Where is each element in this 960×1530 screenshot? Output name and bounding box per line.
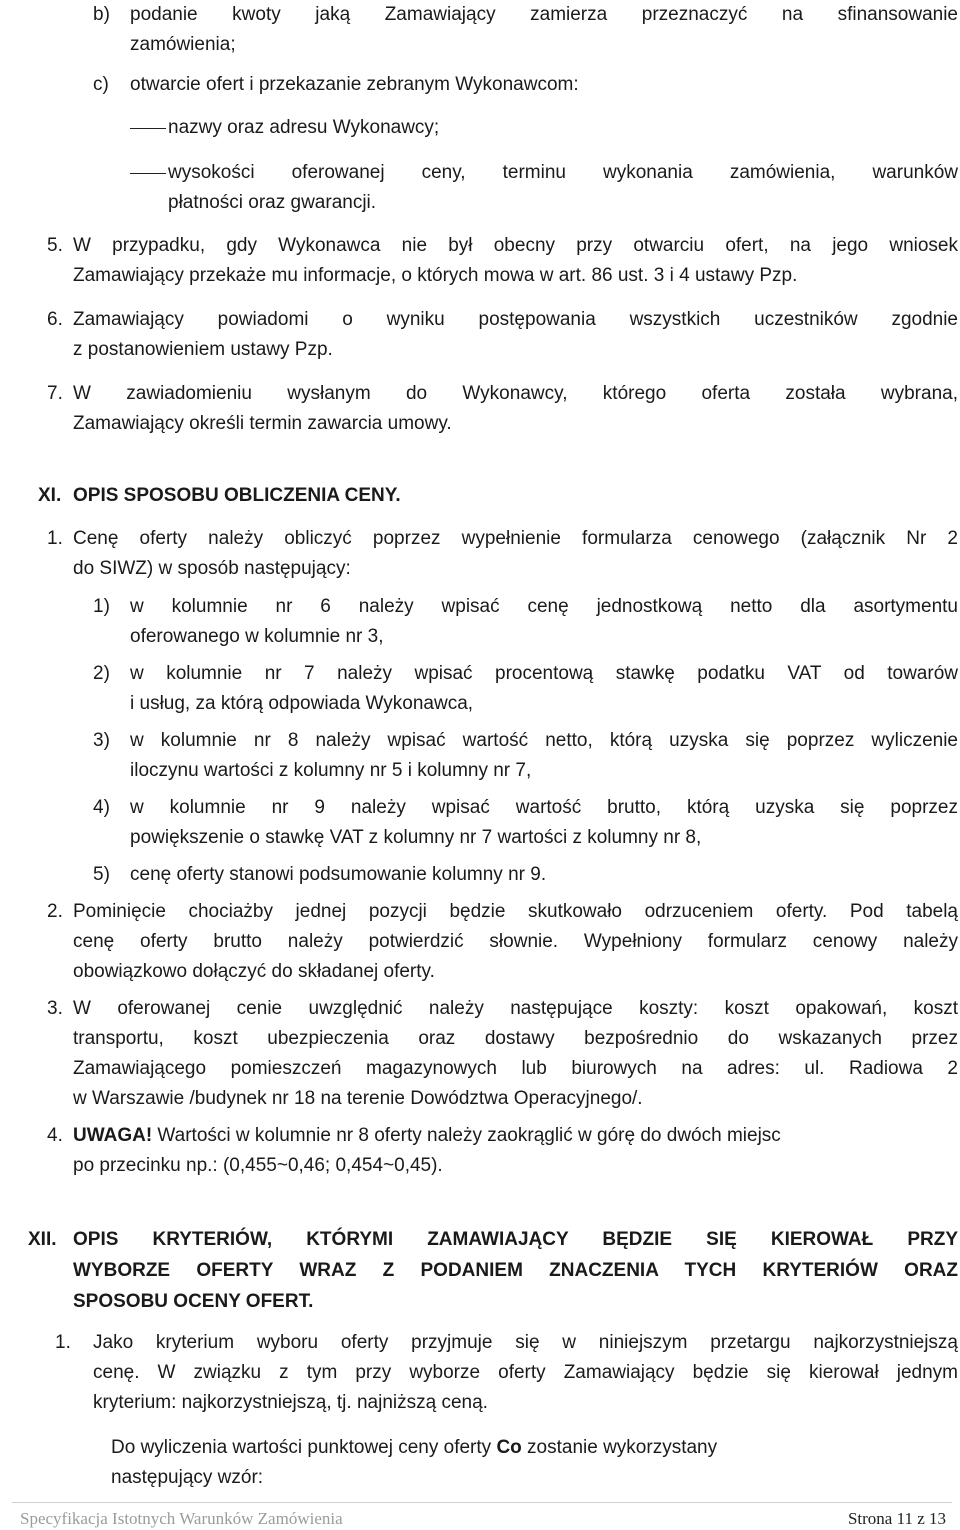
sub-3-line-2: iloczynu wartości z kolumny nr 5 i kolumny nr 7, bbox=[130, 760, 532, 781]
section-xii-title-line-3: SPOSOBU OCENY OFERT. bbox=[73, 1291, 314, 1312]
sub-1-line-2: oferowanego w kolumnie nr 3, bbox=[130, 626, 384, 647]
sub-2-line-1: w kolumnie nr 7 należy wpisać procentową stawkę podatku VAT od towarów bbox=[130, 663, 958, 684]
point-5-number: 5. bbox=[47, 235, 63, 256]
dash-item-1: nazwy oraz adresu Wykonawcy; bbox=[168, 117, 440, 138]
dash-item-2-line-1: wysokości oferowanej ceny, terminu wykonania zamówienia, warunków bbox=[168, 162, 958, 183]
point-7-line-1: W zawiadomieniu wysłanym do Wykonawcy, którego oferta została wybrana, bbox=[73, 383, 958, 404]
point-7-line-2: Zamawiający określi termin zawarcia umowy. bbox=[73, 413, 452, 434]
dash-bullet bbox=[130, 128, 166, 129]
section-xi-title: OPIS SPOSOBU OBLICZENIA CENY. bbox=[73, 485, 401, 506]
sub-2-number: 2) bbox=[93, 663, 110, 684]
sub-4-number: 4) bbox=[93, 797, 110, 818]
item-b-line-1: podanie kwoty jaką Zamawiający zamierza przeznaczyć na sfinansowanie bbox=[130, 4, 958, 25]
xi-point-4-line-2: po przecinku np.: (0,455~0,46; 0,454~0,45). bbox=[73, 1155, 443, 1176]
xi-point-1-number: 1. bbox=[47, 528, 63, 549]
point-6-number: 6. bbox=[47, 309, 63, 330]
xi-point-2-number: 2. bbox=[47, 901, 63, 922]
point-5-line-2: Zamawiający przekaże mu informacje, o których mowa w art. 86 ust. 3 i 4 ustawy Pzp. bbox=[73, 265, 798, 286]
section-xii-title-line-2: WYBORZE OFERTY WRAZ Z PODANIEM ZNACZENIA TYCH KRYTERIÓW ORAZ bbox=[73, 1260, 958, 1281]
item-c-line-1: otwarcie ofert i przekazanie zebranym Wykonawcom: bbox=[130, 74, 579, 95]
point-6-line-2: z postanowieniem ustawy Pzp. bbox=[73, 339, 333, 360]
dash-item-2-line-2: płatności oraz gwarancji. bbox=[168, 192, 377, 213]
xi-point-2-line-2: cenę oferty brutto należy potwierdzić słownie. Wypełniony formularz cenowy należy bbox=[73, 931, 958, 952]
section-xii-number: XII. bbox=[28, 1229, 57, 1250]
footer-page-number: Strona 11 z 13 bbox=[847, 1509, 946, 1528]
sub-3-line-1: w kolumnie nr 8 należy wpisać wartość netto, którą uzyska się poprzez wyliczenie bbox=[130, 730, 958, 751]
sub-1-line-1: w kolumnie nr 6 należy wpisać cenę jednostkową netto dla asortymentu bbox=[130, 596, 958, 617]
list-label-b: b) bbox=[93, 4, 110, 25]
xii-point-1-line-2: cenę. W związku z tym przy wyborze oferty Zamawiający będzie się kierował jednym bbox=[93, 1362, 958, 1383]
xi-point-3-line-3: Zamawiającego pomieszczeń magazynowych lub biurowych na adres: ul. Radiowa 2 bbox=[73, 1058, 958, 1079]
xi-point-4-number: 4. bbox=[47, 1125, 63, 1146]
xii-point-1-line-1: Jako kryterium wyboru oferty przyjmuje się w niniejszym przetargu najkorzystniejszą bbox=[93, 1332, 958, 1353]
list-label-c: c) bbox=[93, 74, 109, 95]
point-6-line-1: Zamawiający powiadomi o wyniku postępowania wszystkich uczestników zgodnie bbox=[73, 309, 958, 330]
xi-point-4-line-1-text: Wartości w kolumnie nr 8 oferty należy zaokrąglić w górę do dwóch miejsc bbox=[152, 1125, 781, 1146]
section-xii-title-line-1: OPIS KRYTERIÓW, KTÓRYMI ZAMAWIAJĄCY BĘDZIE SIĘ KIEROWAŁ PRZY bbox=[73, 1229, 958, 1250]
xi-point-1-line-2: do SIWZ) w sposób następujący: bbox=[73, 558, 351, 579]
xii-point-1-line-3: kryterium: najkorzystniejszą, tj. najniższą ceną. bbox=[93, 1392, 488, 1413]
sub-4-line-2: powiększenie o stawkę VAT z kolumny nr 7 wartości z kolumny nr 8, bbox=[130, 827, 702, 848]
formula-intro-line-1 bbox=[111, 1433, 717, 1463]
xii-point-1-number: 1. bbox=[55, 1332, 71, 1353]
xi-point-3-line-1: W oferowanej cenie uwzględnić należy następujące koszty: koszt opakowań, koszt bbox=[73, 998, 958, 1019]
sub-2-line-2: i usług, za którą odpowiada Wykonawca, bbox=[130, 693, 474, 714]
footer-divider bbox=[12, 1502, 952, 1503]
section-xi-number: XI. bbox=[38, 485, 62, 506]
formula-co-symbol: Co bbox=[496, 1437, 522, 1458]
uwaga-label: UWAGA! bbox=[73, 1125, 153, 1146]
footer-document-title: Specyfikacja Istotnych Warunków Zamówienia bbox=[20, 1509, 343, 1528]
xi-point-3-number: 3. bbox=[47, 998, 63, 1019]
xi-point-4-line-1 bbox=[73, 1121, 958, 1151]
xi-point-3-line-2: transportu, koszt ubezpieczenia oraz dostawy bezpośrednio do wskazanych przez bbox=[73, 1028, 958, 1049]
point-5-line-1: W przypadku, gdy Wykonawca nie był obecny przy otwarciu ofert, na jego wniosek bbox=[73, 235, 958, 256]
sub-3-number: 3) bbox=[93, 730, 110, 751]
formula-intro-line-2: następujący wzór: bbox=[111, 1467, 264, 1488]
dash-bullet bbox=[130, 173, 166, 174]
point-7-number: 7. bbox=[47, 383, 63, 404]
formula-intro-pre: Do wyliczenia wartości punktowej ceny oferty bbox=[111, 1437, 497, 1458]
xi-point-3-line-4: w Warszawie /budynek nr 18 na terenie Dowództwa Operacyjnego/. bbox=[73, 1088, 643, 1109]
sub-4-line-1: w kolumnie nr 9 należy wpisać wartość brutto, którą uzyska się poprzez bbox=[130, 797, 958, 818]
sub-5-line-1: cenę oferty stanowi podsumowanie kolumny nr 9. bbox=[130, 864, 547, 885]
formula-intro-post: zostanie wykorzystany bbox=[521, 1437, 718, 1458]
sub-1-number: 1) bbox=[93, 596, 110, 617]
sub-5-number: 5) bbox=[93, 864, 110, 885]
xi-point-2-line-1: Pominięcie chociażby jednej pozycji będzie skutkowało odrzuceniem oferty. Pod tabelą bbox=[73, 901, 958, 922]
xi-point-2-line-3: obowiązkowo dołączyć do składanej oferty. bbox=[73, 961, 435, 982]
xi-point-1-line-1: Cenę oferty należy obliczyć poprzez wypełnienie formularza cenowego (załącznik Nr 2 bbox=[73, 528, 958, 549]
item-b-line-2: zamówienia; bbox=[130, 34, 236, 55]
